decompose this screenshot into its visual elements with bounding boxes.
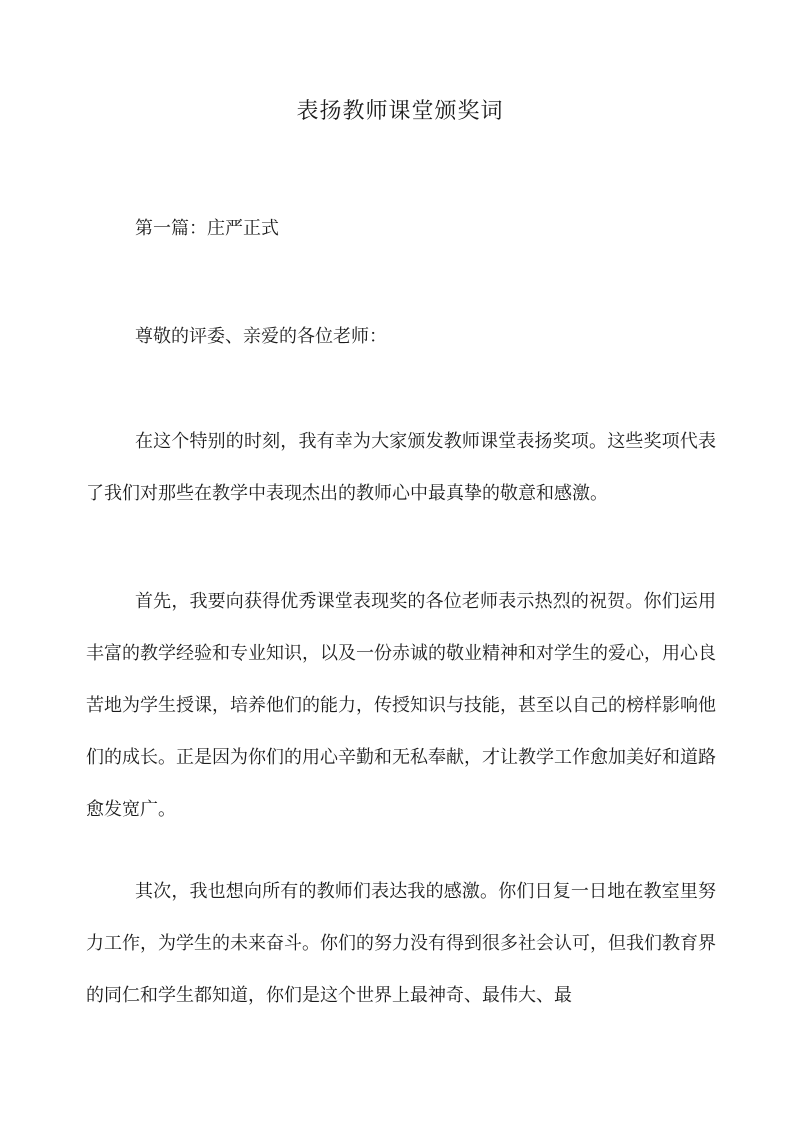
paragraph-intro: 在这个特别的时刻，我有幸为大家颁发教师课堂表扬奖项。这些奖项代表了我们对那些在教学中表现杰出的教师心中最真挚的敬意和感激。 xyxy=(86,431,716,504)
salutation: 尊敬的评委、亲爱的各位老师： xyxy=(135,326,387,347)
paragraph-congratulations: 首先，我要向获得优秀课堂表现奖的各位老师表示热烈的祝贺。你们运用丰富的教学经验和专业知识，以及一份赤诚的敬业精神和对学生的爱心，用心良苦地为学生授课，培养他们的能力，传授知识与技能，甚至以自己的榜样影响他们的成长。正是因为你们的用心辛勤和无私奉献，才让教学工作愈加美好和道路愈发宽广。 xyxy=(86,591,716,820)
document-title: 表扬教师课堂颁奖词 xyxy=(296,99,504,124)
paragraph-gratitude: 其次，我也想向所有的教师们表达我的感激。你们日复一日地在教室里努力工作，为学生的未来奋斗。你们的努力没有得到很多社会认可，但我们教育界的同仁和学生都知道，你们是这个世界上最神奇、最伟大、最 xyxy=(86,881,716,1006)
section-heading: 第一篇：庄严正式 xyxy=(135,218,279,239)
